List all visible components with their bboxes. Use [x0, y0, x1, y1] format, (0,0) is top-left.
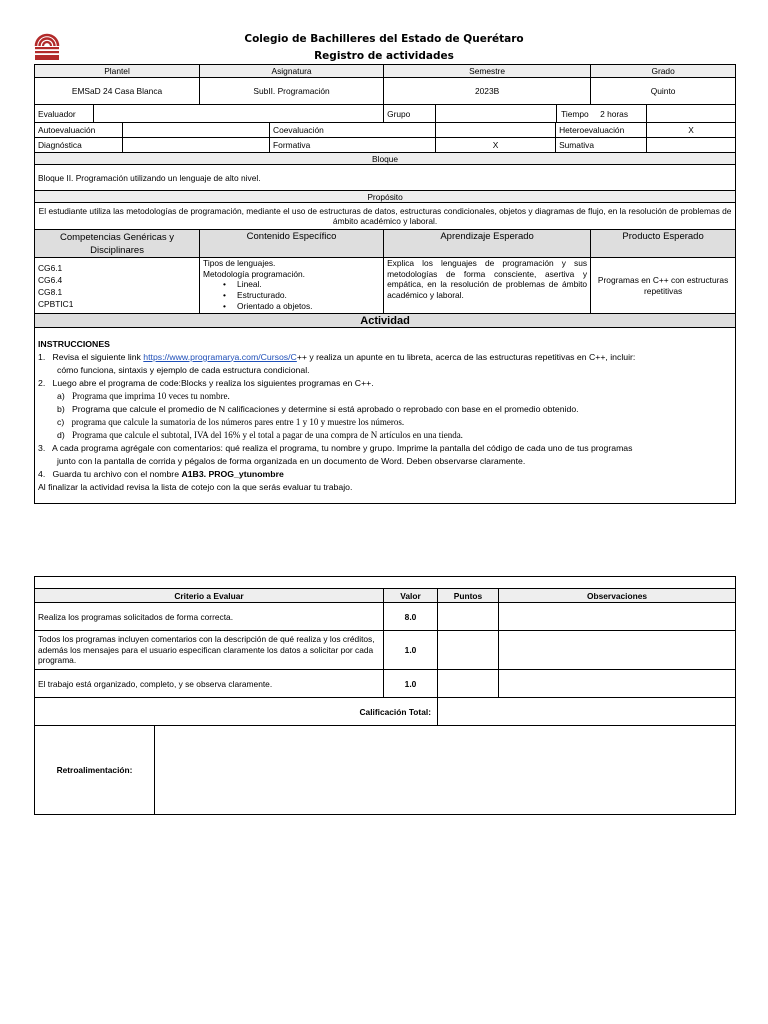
- bloque-value: Bloque II. Programación utilizando un lenguaje de alto nivel.: [35, 165, 736, 191]
- puntos-cell[interactable]: [438, 670, 499, 698]
- rubric-top-row: [35, 577, 736, 589]
- step-4: 4. Guarda tu archivo con el nombre A1B3. PROG_ytunombre: [38, 468, 284, 479]
- actividad-header: Actividad: [35, 314, 736, 328]
- sumativa-label: Sumativa: [556, 138, 647, 153]
- table-row: [35, 670, 736, 698]
- contenido-item: • Estructurado.: [237, 290, 380, 301]
- table-row: [35, 603, 736, 631]
- table-row: [35, 631, 736, 670]
- instructions-block: [35, 328, 736, 504]
- criterio-cell: El trabajo está organizado, completo, y se observa claramente.: [35, 670, 384, 698]
- contenido-item: • Lineal.: [237, 279, 380, 290]
- step-3: 3. A cada programa agrégale con comentarios: qué realiza el programa, tu nombre y grupo. Imprime la pantalla del código de cada uno de tus programas: [38, 442, 633, 453]
- aprendizaje-value: Explica los lenguajes de programación y sus metodologías de forma consciente, asertiva y empática, en la resolución de problemas de ámbito académico y laboral.: [384, 258, 591, 314]
- coevaluacion-value: [436, 123, 556, 138]
- semestre-value: 2023B: [384, 78, 591, 105]
- competencias-list: [35, 258, 200, 314]
- proposito-value: El estudiante utiliza las metodologías de programación, mediante el uso de estructuras de datos, estructuras condicionales, objetos y diagramas de flujo, en la resolución de problemas de ámbito académico y laboral.: [35, 203, 736, 230]
- step-1-continued: cómo funciona, sintaxis y ejemplo de cada estructura condicional.: [57, 364, 310, 375]
- competencias-header: Competencias Genéricas y Disciplinares: [35, 230, 200, 258]
- valor-cell: 1.0: [384, 631, 438, 670]
- autoevaluacion-label: Autoevaluación: [35, 123, 123, 138]
- grado-header: Grado: [591, 65, 736, 78]
- evaluador-value: [94, 105, 384, 123]
- producto-header: Producto Esperado: [591, 230, 736, 258]
- contenido-header: Contenido Específico: [200, 230, 384, 258]
- contenido-intro: Metodología programación.: [203, 268, 306, 279]
- activity-record-form: [34, 64, 736, 504]
- competencia-item: CG6.4: [38, 274, 63, 285]
- tiempo-value: 2 horas: [597, 105, 686, 123]
- step-1: 1. Revisa el siguiente link https://www.programarya.com/Cursos/C++ y realiza un apunte en tu libreta, acerca de las estructuras repetitivas en C++, incluir:: [38, 351, 636, 362]
- competencia-item: CG8.1: [38, 286, 63, 297]
- contenido-item: • Orientado a objetos.: [237, 301, 380, 312]
- contenido-list: [200, 258, 384, 314]
- heteroevaluacion-label: Heteroevaluación: [556, 123, 647, 138]
- institution-title: Colegio de Bachilleres del Estado de Querétaro: [244, 33, 524, 45]
- total-label: Calificación Total:: [35, 698, 438, 726]
- observaciones-cell[interactable]: [499, 631, 736, 670]
- file-name: A1B3. PROG_ytunombre: [181, 468, 284, 479]
- puntos-header: Puntos: [438, 589, 499, 603]
- valor-header: Valor: [384, 589, 438, 603]
- criterio-cell: Todos los programas incluyen comentarios con la descripción de qué realiza y los créditos, además los mensajes para el usuario especifican claramente los datos a solicitar por cada programa.: [35, 631, 384, 670]
- semestre-header: Semestre: [384, 65, 591, 78]
- observaciones-cell[interactable]: [499, 670, 736, 698]
- contenido-intro: Tipos de lenguajes.: [203, 258, 276, 268]
- form-subtitle: Registro de actividades: [314, 50, 454, 62]
- heteroevaluacion-value: X: [647, 123, 736, 138]
- substep-b: b) Programa que calcule el promedio de N calificaciones y determine si está aprobado o reprobado con base en el promedio obtenido.: [57, 403, 579, 414]
- valor-cell: 8.0: [384, 603, 438, 631]
- rubric-table: [34, 576, 736, 815]
- criterio-header: Criterio a Evaluar: [35, 589, 384, 603]
- diagnostica-label: Diagnóstica: [35, 138, 123, 153]
- grupo-value: [436, 105, 557, 123]
- bloque-header: Bloque: [35, 153, 736, 165]
- observaciones-cell[interactable]: [499, 603, 736, 631]
- formativa-value: X: [436, 138, 556, 153]
- retroalimentacion-value[interactable]: [155, 726, 736, 815]
- observaciones-header: Observaciones: [499, 589, 736, 603]
- step-3-continued: junto con la pantalla de corrida y pégalos de forma organizada en un documento de Word. Deben observarse claramente.: [57, 455, 526, 466]
- step-2: 2. Luego abre el programa de code:Blocks y realiza los siguientes programas en C++.: [38, 377, 374, 388]
- evaluador-label: Evaluador: [35, 105, 94, 123]
- criterio-cell: Realiza los programas solicitados de forma correcta.: [35, 603, 384, 631]
- asignatura-value: SubII. Programación: [200, 78, 384, 105]
- producto-value: Programas en C++ con estructuras repetitivas: [591, 258, 736, 314]
- proposito-header: Propósito: [35, 191, 736, 203]
- coevaluacion-label: Coevaluación: [270, 123, 436, 138]
- sumativa-value: [647, 138, 736, 153]
- formativa-label: Formativa: [270, 138, 436, 153]
- plantel-value: EMSaD 24 Casa Blanca: [35, 78, 200, 105]
- final-note: Al finalizar la actividad revisa la lista de cotejo con la que serás evaluar tu trabajo.: [38, 481, 353, 492]
- retroalimentacion-label: Retroalimentación:: [35, 726, 155, 815]
- instrucciones-label: INSTRUCCIONES: [38, 338, 110, 349]
- substep-a: a) Programa que imprima 10 veces tu nombre.: [57, 390, 230, 401]
- substep-d: d) Programa que calcule el subtotal, IVA del 16% y el total a pagar de una compra de N artículos en una tienda.: [57, 429, 463, 440]
- competencia-item: CG6.1: [38, 262, 63, 273]
- competencia-item: CPBTIC1: [38, 298, 74, 309]
- tiempo-label: Tiempo: [557, 105, 647, 123]
- aprendizaje-header: Aprendizaje Esperado: [384, 230, 591, 258]
- grado-value: Quinto: [591, 78, 736, 105]
- autoevaluacion-value: [123, 123, 270, 138]
- diagnostica-value: [123, 138, 270, 153]
- plantel-header: Plantel: [35, 65, 200, 78]
- puntos-cell[interactable]: [438, 631, 499, 670]
- valor-cell: 1.0: [384, 670, 438, 698]
- programarya-link[interactable]: https://www.programarya.com/Cursos/C: [143, 351, 297, 362]
- total-value[interactable]: [438, 698, 736, 726]
- substep-c: c) programa que calcule la sumatoria de los números pares entre 1 y 10 y muestre los números.: [57, 416, 405, 427]
- grupo-label: Grupo: [384, 105, 436, 123]
- puntos-cell[interactable]: [438, 603, 499, 631]
- asignatura-header: Asignatura: [200, 65, 384, 78]
